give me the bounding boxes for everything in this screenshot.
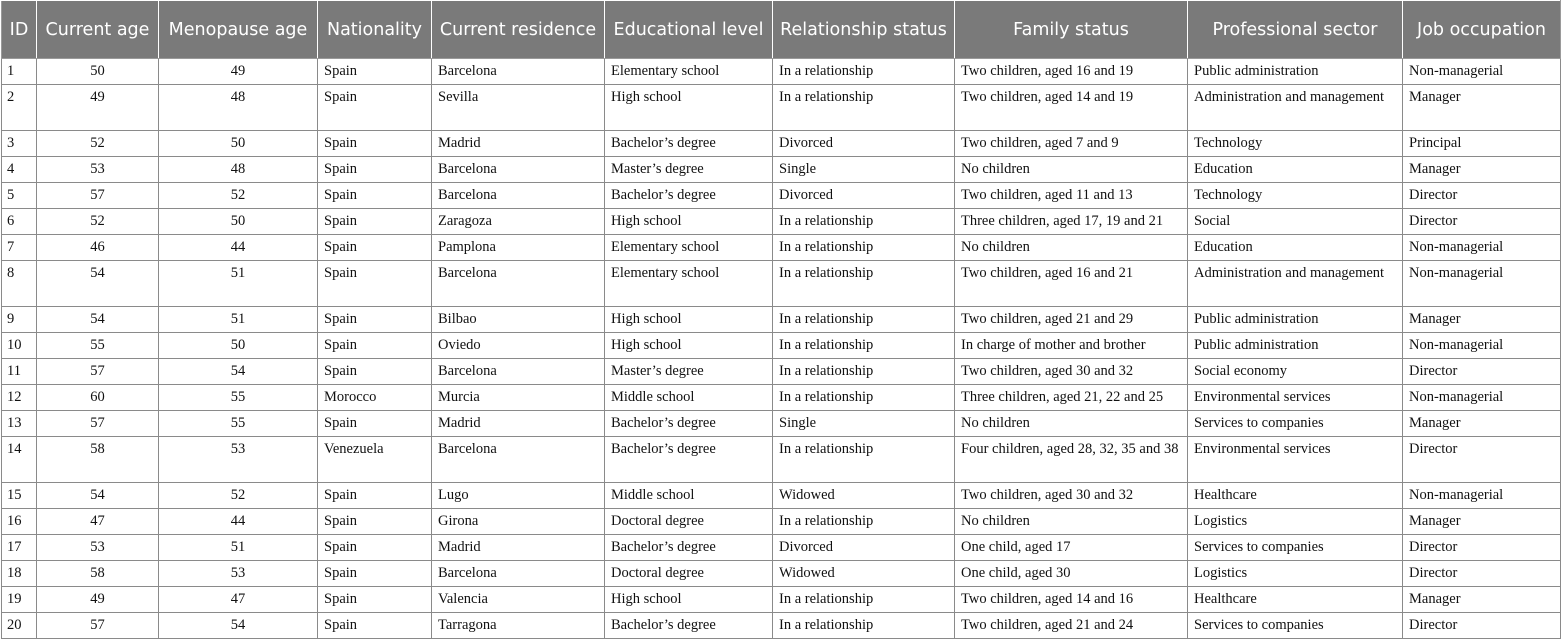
cell-menopause-age: 53 xyxy=(159,561,318,587)
cell-current-age: 60 xyxy=(37,385,159,411)
cell-id: 11 xyxy=(2,359,37,385)
cell-current-age: 49 xyxy=(37,85,159,131)
cell-nationality: Spain xyxy=(318,587,432,613)
table-body xyxy=(2,59,1561,639)
cell-current-residence: Barcelona xyxy=(432,359,605,385)
cell-professional-sector: Logistics xyxy=(1188,509,1403,535)
cell-nationality: Spain xyxy=(318,235,432,261)
cell-job-occupation: Manager xyxy=(1403,157,1561,183)
cell-family-status: Three children, aged 21, 22 and 25 xyxy=(955,385,1188,411)
cell-current-age: 57 xyxy=(37,359,159,385)
cell-job-occupation: Director xyxy=(1403,359,1561,385)
cell-id: 2 xyxy=(2,85,37,131)
cell-current-residence: Barcelona xyxy=(432,183,605,209)
cell-current-age: 52 xyxy=(37,209,159,235)
table-header xyxy=(2,1,1561,59)
cell-nationality: Morocco xyxy=(318,385,432,411)
cell-job-occupation: Non-managerial xyxy=(1403,483,1561,509)
cell-family-status: Two children, aged 30 and 32 xyxy=(955,359,1188,385)
cell-nationality: Spain xyxy=(318,85,432,131)
cell-job-occupation: Non-managerial xyxy=(1403,261,1561,307)
cell-job-occupation: Non-managerial xyxy=(1403,333,1561,359)
cell-current-age: 49 xyxy=(37,587,159,613)
cell-professional-sector: Public administration xyxy=(1188,307,1403,333)
cell-family-status: Three children, aged 17, 19 and 21 xyxy=(955,209,1188,235)
table-row xyxy=(2,183,1561,209)
cell-educational-level: Bachelor’s degree xyxy=(605,535,773,561)
cell-job-occupation: Manager xyxy=(1403,587,1561,613)
cell-current-residence: Madrid xyxy=(432,535,605,561)
cell-job-occupation: Manager xyxy=(1403,307,1561,333)
cell-current-residence: Sevilla xyxy=(432,85,605,131)
cell-nationality: Spain xyxy=(318,157,432,183)
cell-family-status: No children xyxy=(955,235,1188,261)
cell-current-age: 57 xyxy=(37,411,159,437)
cell-professional-sector: Technology xyxy=(1188,131,1403,157)
header-educational-level: Educational level xyxy=(605,1,773,59)
cell-job-occupation: Director xyxy=(1403,183,1561,209)
cell-family-status: Two children, aged 16 and 19 xyxy=(955,59,1188,85)
cell-id: 3 xyxy=(2,131,37,157)
cell-professional-sector: Administration and management xyxy=(1188,85,1403,131)
header-current-residence: Current residence xyxy=(432,1,605,59)
cell-relationship-status: Single xyxy=(773,157,955,183)
cell-nationality: Spain xyxy=(318,333,432,359)
cell-id: 4 xyxy=(2,157,37,183)
cell-professional-sector: Environmental services xyxy=(1188,385,1403,411)
cell-educational-level: Bachelor’s degree xyxy=(605,183,773,209)
cell-family-status: Two children, aged 7 and 9 xyxy=(955,131,1188,157)
cell-current-age: 53 xyxy=(37,535,159,561)
table-row xyxy=(2,561,1561,587)
table-row xyxy=(2,59,1561,85)
header-row xyxy=(2,1,1561,59)
cell-relationship-status: Divorced xyxy=(773,131,955,157)
cell-menopause-age: 55 xyxy=(159,385,318,411)
cell-nationality: Spain xyxy=(318,209,432,235)
cell-id: 5 xyxy=(2,183,37,209)
cell-family-status: Two children, aged 16 and 21 xyxy=(955,261,1188,307)
cell-current-age: 58 xyxy=(37,437,159,483)
table-row xyxy=(2,333,1561,359)
cell-current-residence: Pamplona xyxy=(432,235,605,261)
cell-menopause-age: 53 xyxy=(159,437,318,483)
cell-nationality: Spain xyxy=(318,261,432,307)
cell-menopause-age: 48 xyxy=(159,85,318,131)
cell-educational-level: Bachelor’s degree xyxy=(605,613,773,639)
cell-educational-level: Doctoral degree xyxy=(605,561,773,587)
cell-nationality: Spain xyxy=(318,535,432,561)
cell-family-status: Two children, aged 21 and 29 xyxy=(955,307,1188,333)
cell-relationship-status: In a relationship xyxy=(773,85,955,131)
cell-current-age: 53 xyxy=(37,157,159,183)
cell-educational-level: Elementary school xyxy=(605,235,773,261)
cell-relationship-status: Single xyxy=(773,411,955,437)
cell-job-occupation: Director xyxy=(1403,209,1561,235)
cell-relationship-status: In a relationship xyxy=(773,209,955,235)
cell-job-occupation: Director xyxy=(1403,437,1561,483)
cell-menopause-age: 49 xyxy=(159,59,318,85)
cell-family-status: Two children, aged 21 and 24 xyxy=(955,613,1188,639)
cell-family-status: Four children, aged 28, 32, 35 and 38 xyxy=(955,437,1188,483)
cell-current-age: 55 xyxy=(37,333,159,359)
cell-professional-sector: Administration and management xyxy=(1188,261,1403,307)
cell-menopause-age: 50 xyxy=(159,131,318,157)
cell-id: 20 xyxy=(2,613,37,639)
cell-educational-level: Bachelor’s degree xyxy=(605,131,773,157)
cell-nationality: Spain xyxy=(318,359,432,385)
cell-current-age: 58 xyxy=(37,561,159,587)
cell-job-occupation: Principal xyxy=(1403,131,1561,157)
cell-nationality: Spain xyxy=(318,509,432,535)
cell-current-age: 54 xyxy=(37,307,159,333)
cell-current-residence: Barcelona xyxy=(432,437,605,483)
cell-relationship-status: In a relationship xyxy=(773,333,955,359)
cell-job-occupation: Non-managerial xyxy=(1403,235,1561,261)
cell-nationality: Spain xyxy=(318,59,432,85)
cell-relationship-status: Divorced xyxy=(773,535,955,561)
cell-job-occupation: Director xyxy=(1403,561,1561,587)
table-row xyxy=(2,437,1561,483)
header-nationality: Nationality xyxy=(318,1,432,59)
table-row xyxy=(2,535,1561,561)
cell-nationality: Spain xyxy=(318,483,432,509)
cell-relationship-status: In a relationship xyxy=(773,59,955,85)
cell-id: 14 xyxy=(2,437,37,483)
cell-current-residence: Tarragona xyxy=(432,613,605,639)
cell-current-age: 52 xyxy=(37,131,159,157)
cell-current-residence: Murcia xyxy=(432,385,605,411)
cell-professional-sector: Public administration xyxy=(1188,59,1403,85)
cell-job-occupation: Non-managerial xyxy=(1403,59,1561,85)
cell-current-residence: Barcelona xyxy=(432,59,605,85)
cell-menopause-age: 51 xyxy=(159,535,318,561)
table-row xyxy=(2,587,1561,613)
table-row xyxy=(2,261,1561,307)
table-row xyxy=(2,385,1561,411)
cell-current-age: 46 xyxy=(37,235,159,261)
cell-educational-level: High school xyxy=(605,307,773,333)
table-row xyxy=(2,509,1561,535)
cell-menopause-age: 44 xyxy=(159,235,318,261)
cell-menopause-age: 48 xyxy=(159,157,318,183)
table-row xyxy=(2,411,1561,437)
table-row xyxy=(2,157,1561,183)
cell-current-residence: Barcelona xyxy=(432,157,605,183)
cell-educational-level: Middle school xyxy=(605,483,773,509)
table-row xyxy=(2,131,1561,157)
cell-professional-sector: Education xyxy=(1188,157,1403,183)
cell-job-occupation: Director xyxy=(1403,613,1561,639)
header-current-age: Current age xyxy=(37,1,159,59)
cell-menopause-age: 47 xyxy=(159,587,318,613)
table-row xyxy=(2,613,1561,639)
cell-current-residence: Lugo xyxy=(432,483,605,509)
cell-educational-level: Bachelor’s degree xyxy=(605,411,773,437)
cell-menopause-age: 51 xyxy=(159,307,318,333)
cell-professional-sector: Education xyxy=(1188,235,1403,261)
cell-id: 9 xyxy=(2,307,37,333)
cell-menopause-age: 44 xyxy=(159,509,318,535)
cell-id: 12 xyxy=(2,385,37,411)
cell-relationship-status: In a relationship xyxy=(773,437,955,483)
cell-current-residence: Girona xyxy=(432,509,605,535)
cell-nationality: Spain xyxy=(318,411,432,437)
cell-educational-level: Elementary school xyxy=(605,59,773,85)
cell-id: 13 xyxy=(2,411,37,437)
cell-relationship-status: In a relationship xyxy=(773,587,955,613)
cell-relationship-status: In a relationship xyxy=(773,359,955,385)
cell-professional-sector: Public administration xyxy=(1188,333,1403,359)
cell-family-status: One child, aged 17 xyxy=(955,535,1188,561)
header-family-status: Family status xyxy=(955,1,1188,59)
cell-current-residence: Oviedo xyxy=(432,333,605,359)
cell-educational-level: Bachelor’s degree xyxy=(605,437,773,483)
cell-relationship-status: In a relationship xyxy=(773,235,955,261)
cell-id: 1 xyxy=(2,59,37,85)
cell-current-residence: Barcelona xyxy=(432,561,605,587)
cell-educational-level: Elementary school xyxy=(605,261,773,307)
cell-current-age: 50 xyxy=(37,59,159,85)
cell-family-status: Two children, aged 14 and 16 xyxy=(955,587,1188,613)
cell-current-age: 47 xyxy=(37,509,159,535)
cell-current-residence: Bilbao xyxy=(432,307,605,333)
cell-educational-level: Doctoral degree xyxy=(605,509,773,535)
cell-current-age: 54 xyxy=(37,261,159,307)
cell-job-occupation: Manager xyxy=(1403,411,1561,437)
cell-menopause-age: 50 xyxy=(159,333,318,359)
cell-id: 7 xyxy=(2,235,37,261)
cell-educational-level: Middle school xyxy=(605,385,773,411)
cell-menopause-age: 52 xyxy=(159,483,318,509)
cell-id: 15 xyxy=(2,483,37,509)
cell-menopause-age: 51 xyxy=(159,261,318,307)
header-id: ID xyxy=(2,1,37,59)
cell-nationality: Venezuela xyxy=(318,437,432,483)
cell-relationship-status: In a relationship xyxy=(773,613,955,639)
table-row xyxy=(2,85,1561,131)
cell-current-residence: Valencia xyxy=(432,587,605,613)
cell-nationality: Spain xyxy=(318,561,432,587)
cell-current-residence: Madrid xyxy=(432,411,605,437)
cell-family-status: No children xyxy=(955,157,1188,183)
cell-id: 17 xyxy=(2,535,37,561)
cell-educational-level: High school xyxy=(605,85,773,131)
cell-menopause-age: 52 xyxy=(159,183,318,209)
table-row xyxy=(2,359,1561,385)
cell-id: 16 xyxy=(2,509,37,535)
table-row xyxy=(2,307,1561,333)
cell-relationship-status: Divorced xyxy=(773,183,955,209)
cell-menopause-age: 50 xyxy=(159,209,318,235)
cell-professional-sector: Logistics xyxy=(1188,561,1403,587)
cell-professional-sector: Technology xyxy=(1188,183,1403,209)
participants-table xyxy=(1,0,1561,639)
table-row xyxy=(2,235,1561,261)
cell-id: 19 xyxy=(2,587,37,613)
cell-job-occupation: Manager xyxy=(1403,509,1561,535)
cell-family-status: No children xyxy=(955,509,1188,535)
cell-menopause-age: 54 xyxy=(159,613,318,639)
cell-job-occupation: Non-managerial xyxy=(1403,385,1561,411)
header-job-occupation: Job occupation xyxy=(1403,1,1561,59)
cell-educational-level: High school xyxy=(605,209,773,235)
cell-current-residence: Zaragoza xyxy=(432,209,605,235)
cell-nationality: Spain xyxy=(318,613,432,639)
cell-menopause-age: 55 xyxy=(159,411,318,437)
cell-professional-sector: Social xyxy=(1188,209,1403,235)
cell-family-status: No children xyxy=(955,411,1188,437)
cell-professional-sector: Healthcare xyxy=(1188,483,1403,509)
cell-educational-level: Master’s degree xyxy=(605,157,773,183)
cell-family-status: Two children, aged 11 and 13 xyxy=(955,183,1188,209)
cell-professional-sector: Healthcare xyxy=(1188,587,1403,613)
cell-job-occupation: Manager xyxy=(1403,85,1561,131)
cell-educational-level: High school xyxy=(605,587,773,613)
cell-relationship-status: In a relationship xyxy=(773,509,955,535)
cell-id: 10 xyxy=(2,333,37,359)
cell-family-status: Two children, aged 14 and 19 xyxy=(955,85,1188,131)
cell-relationship-status: Widowed xyxy=(773,561,955,587)
cell-current-age: 57 xyxy=(37,183,159,209)
cell-current-age: 54 xyxy=(37,483,159,509)
cell-nationality: Spain xyxy=(318,307,432,333)
cell-id: 8 xyxy=(2,261,37,307)
cell-id: 18 xyxy=(2,561,37,587)
cell-menopause-age: 54 xyxy=(159,359,318,385)
cell-educational-level: High school xyxy=(605,333,773,359)
cell-educational-level: Master’s degree xyxy=(605,359,773,385)
cell-professional-sector: Services to companies xyxy=(1188,535,1403,561)
cell-professional-sector: Environmental services xyxy=(1188,437,1403,483)
cell-relationship-status: Widowed xyxy=(773,483,955,509)
cell-id: 6 xyxy=(2,209,37,235)
cell-relationship-status: In a relationship xyxy=(773,261,955,307)
cell-family-status: One child, aged 30 xyxy=(955,561,1188,587)
table-row xyxy=(2,209,1561,235)
cell-family-status: Two children, aged 30 and 32 xyxy=(955,483,1188,509)
cell-professional-sector: Services to companies xyxy=(1188,411,1403,437)
cell-nationality: Spain xyxy=(318,183,432,209)
cell-current-residence: Madrid xyxy=(432,131,605,157)
cell-professional-sector: Social economy xyxy=(1188,359,1403,385)
cell-relationship-status: In a relationship xyxy=(773,385,955,411)
cell-professional-sector: Services to companies xyxy=(1188,613,1403,639)
cell-nationality: Spain xyxy=(318,131,432,157)
cell-current-residence: Barcelona xyxy=(432,261,605,307)
cell-relationship-status: In a relationship xyxy=(773,307,955,333)
cell-current-age: 57 xyxy=(37,613,159,639)
table-row xyxy=(2,483,1561,509)
header-menopause-age: Menopause age xyxy=(159,1,318,59)
header-relationship-status: Relationship status xyxy=(773,1,955,59)
cell-job-occupation: Director xyxy=(1403,535,1561,561)
cell-family-status: In charge of mother and brother xyxy=(955,333,1188,359)
header-professional-sector: Professional sector xyxy=(1188,1,1403,59)
